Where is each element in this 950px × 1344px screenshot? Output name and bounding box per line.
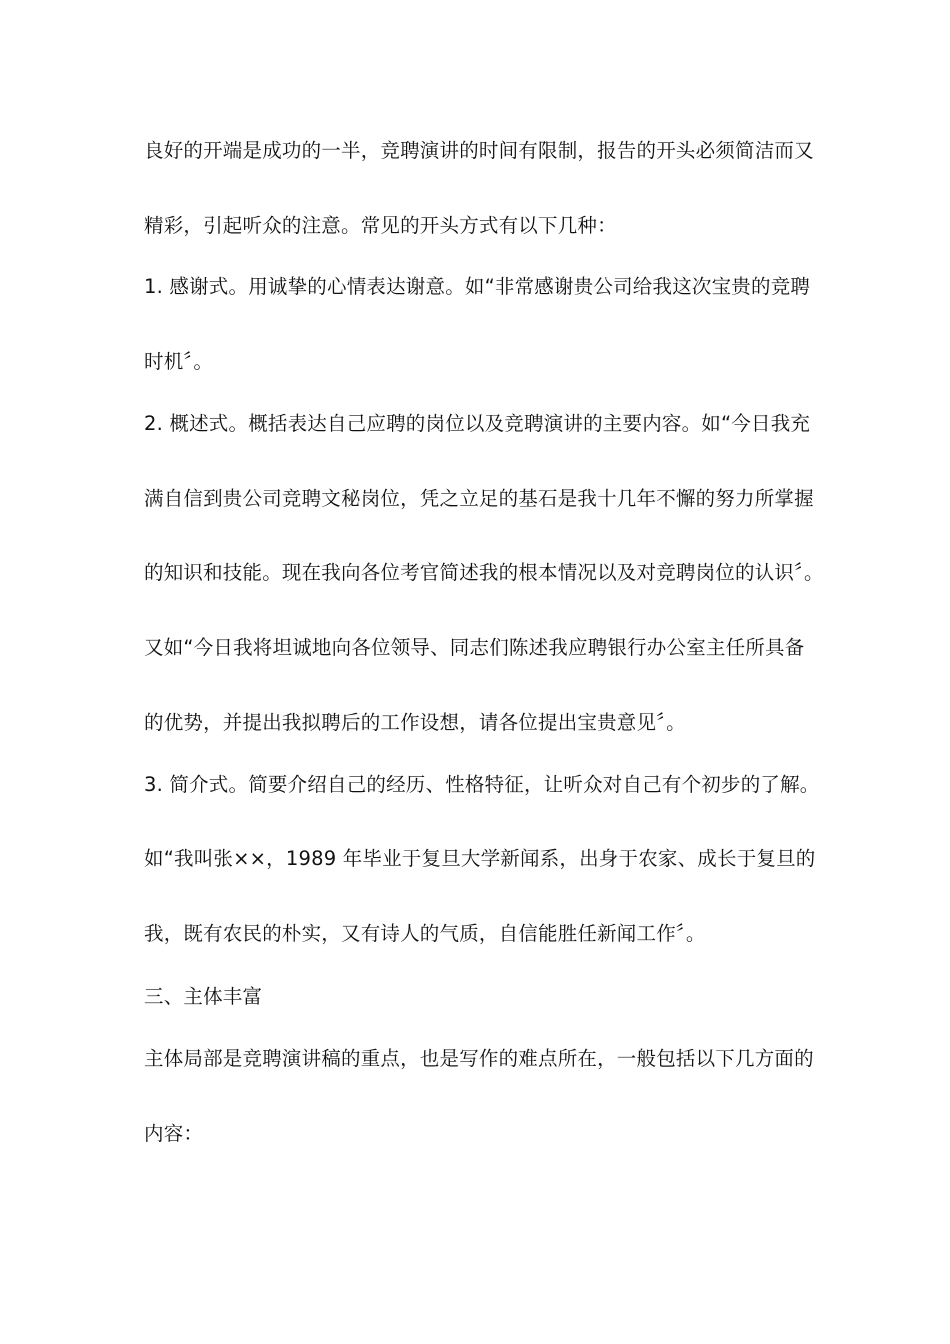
text-line: 时机〞。	[144, 350, 214, 373]
text-line: 的优势，并提出我拟聘后的工作设想，请各位提出宝贵意见〞。	[144, 711, 686, 734]
text-line: 的知识和技能。现在我向各位考官简述我的根本情况以及对竞聘岗位的认识〞。	[144, 561, 824, 584]
text-line: 我，既有农民的朴实，又有诗人的气质，自信能胜任新闻工作〞。	[144, 922, 706, 945]
list-item-line: 1. 感谢式。用诚挚的心情表达谢意。如“非常感谢贵公司给我这次宝贵的竞聘	[144, 275, 811, 298]
text-line: 主体局部是竞聘演讲稿的重点，也是写作的难点所在，一般包括以下几方面的	[144, 1047, 814, 1070]
text-line: 内容：	[144, 1122, 204, 1145]
text-line: 满自信到贵公司竞聘文秘岗位，凭之立足的基石是我十几年不懈的努力所掌握	[144, 487, 814, 510]
text-line: 又如“今日我将坦诚地向各位领导、同志们陈述我应聘银行办公室主任所具备	[144, 636, 805, 659]
section-heading: 三、主体丰富	[144, 985, 263, 1008]
text-line: 如“我叫张××，1989 年毕业于复旦大学新闻系，出身于农家、成长于复旦的	[144, 847, 816, 870]
text-line: 精彩，引起听众的注意。常见的开头方式有以下几种：	[144, 214, 617, 237]
list-item-line: 3. 简介式。简要介绍自己的经历、性格特征，让听众对自己有个初步的了解。	[144, 773, 820, 796]
list-item-line: 2. 概述式。概括表达自己应聘的岗位以及竞聘演讲的主要内容。如“今日我充	[144, 412, 811, 435]
text-line: 良好的开端是成功的一半，竞聘演讲的时间有限制，报告的开头必须简洁而又	[144, 139, 814, 162]
